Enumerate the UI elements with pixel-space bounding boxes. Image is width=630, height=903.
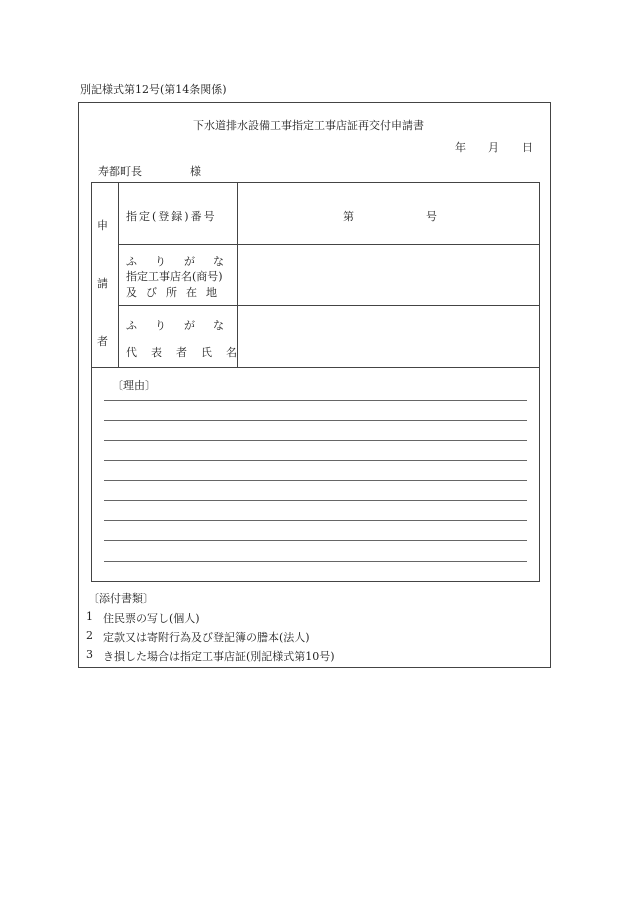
registration-number-suffix: 号 — [426, 210, 437, 223]
addressee-name: 寿都町長 — [98, 165, 142, 178]
column-divider-applicant — [118, 182, 119, 367]
store-furigana-label — [126, 253, 242, 269]
table-bottom-divider — [91, 367, 540, 368]
date-day-label: 日 — [522, 141, 533, 154]
attachment-2-number: 2 — [86, 629, 93, 642]
registration-number-field[interactable] — [360, 204, 422, 222]
row-divider-2 — [118, 305, 540, 306]
representative-name-field[interactable] — [240, 308, 538, 365]
store-furigana-text: ふりがな — [126, 255, 242, 268]
applicant-label-2: 請 — [97, 277, 108, 290]
row-divider-1 — [118, 244, 540, 245]
attachment-2-text: 定款又は寄附行為及び登記簿の謄本(法人) — [103, 631, 310, 644]
store-name-address-field[interactable] — [240, 247, 538, 303]
applicant-label-1: 申 — [97, 219, 108, 232]
column-divider-value — [237, 182, 238, 367]
attachments-heading: 〔添付書類〕 — [88, 592, 154, 605]
attachment-3-text: き損した場合は指定工事店証(別記様式第10号) — [103, 650, 335, 663]
date-year-label: 年 — [455, 141, 466, 154]
attachment-1-text: 住民票の写し(個人) — [103, 612, 200, 625]
store-name-label: 指定工事店名(商号) — [126, 270, 223, 283]
date-month-label: 月 — [488, 141, 499, 154]
registration-number-label: 指定(登録)番号 — [126, 210, 217, 223]
representative-name-label: 代表者氏名 — [126, 346, 251, 359]
form-title: 下水道排水設備工事指定工事店証再交付申請書 — [193, 119, 424, 132]
applicant-label-3: 者 — [97, 335, 108, 348]
attachment-3-number: 3 — [86, 648, 93, 661]
reason-text-area[interactable] — [104, 392, 527, 564]
store-address-label: 及び所在地 — [126, 286, 226, 299]
form-id: 別記様式第12号(第14条関係) — [80, 83, 227, 96]
addressee-honorific: 様 — [190, 165, 201, 178]
reason-label: 〔理由〕 — [112, 379, 156, 392]
registration-number-prefix: 第 — [343, 210, 354, 223]
attachment-1-number: 1 — [86, 610, 93, 623]
representative-furigana-label: ふりがな — [126, 319, 242, 332]
